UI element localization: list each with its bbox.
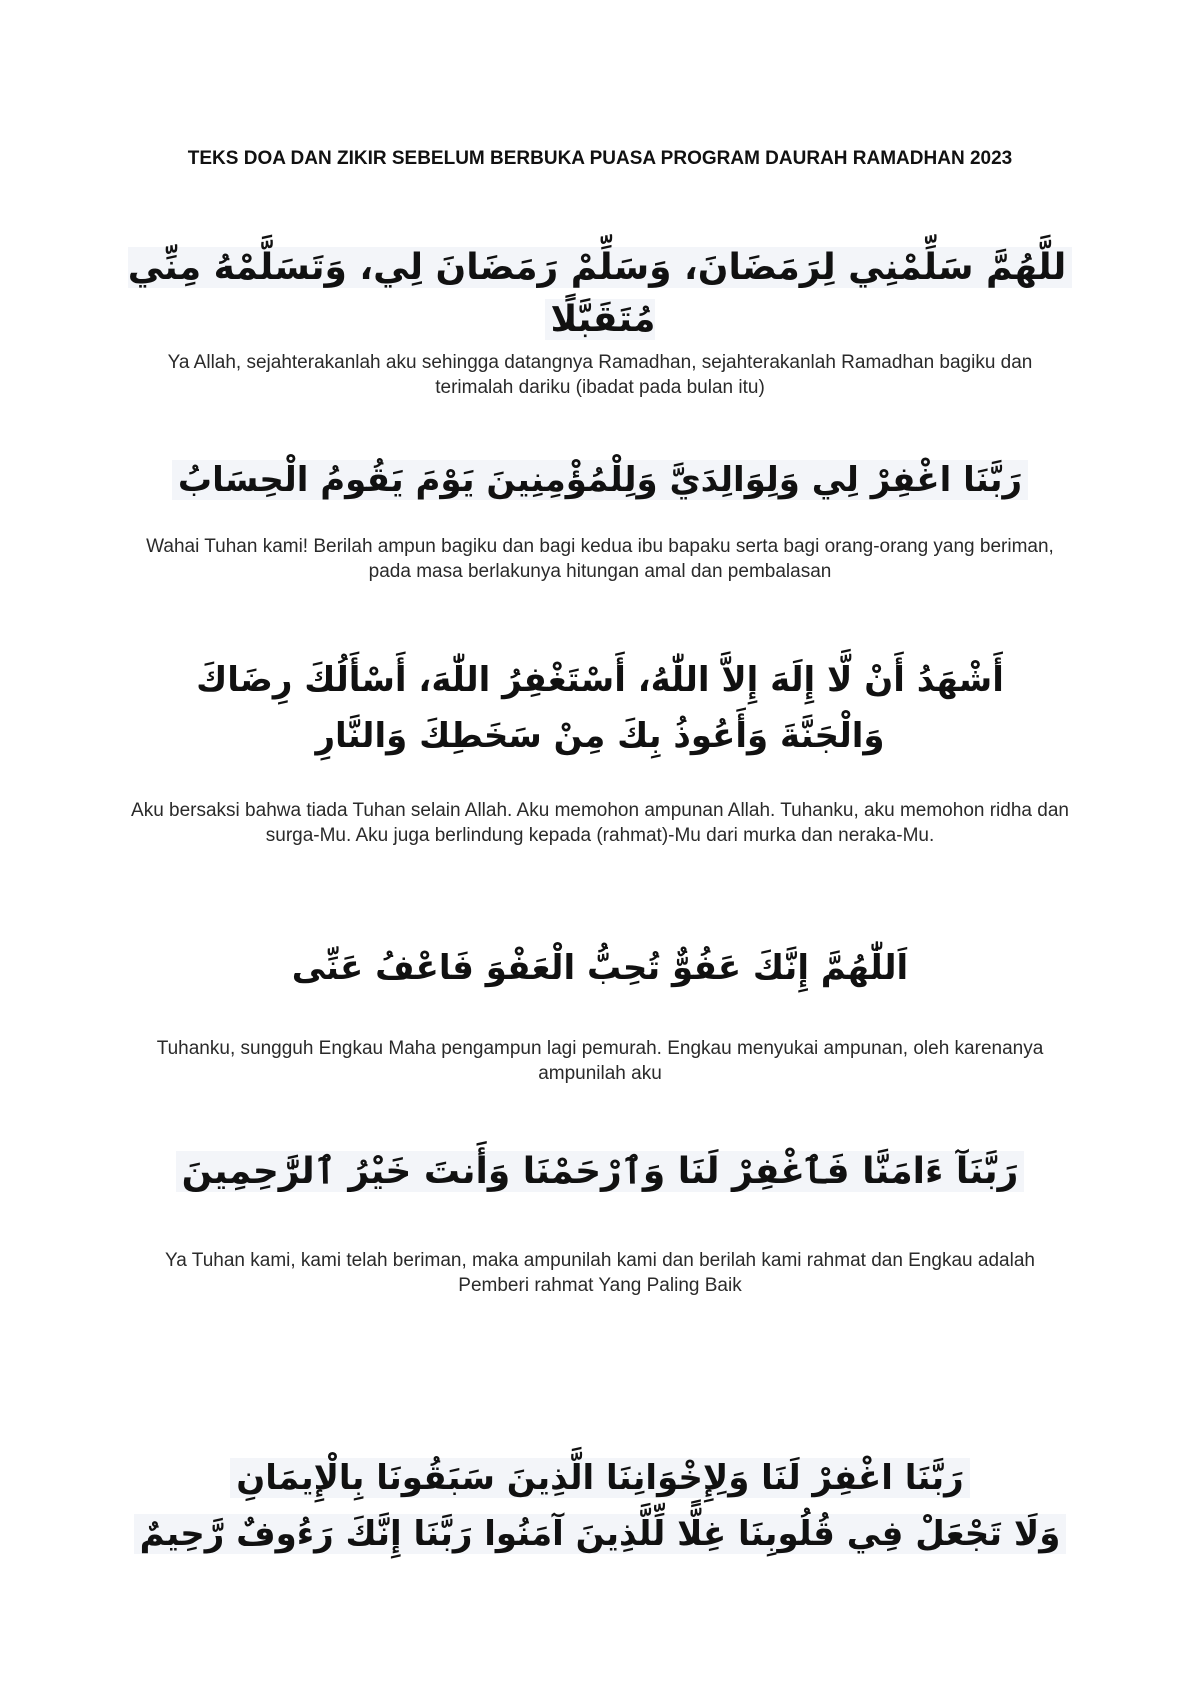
arabic-prayer-3: [140, 652, 1060, 764]
translation-2: Wahai Tuhan kami! Berilah ampun bagiku dan bagi kedua ibu bapaku serta bagi orang-orang yang beriman, pada masa berlakunya hitungan amal dan pembalasan: [146, 536, 1054, 582]
arabic-text-6b: وَلَا تَجْعَلْ فِي قُلُوبِنَا غِلًّا لِّلَّذِينَ آمَنُوا رَبَّنَا إِنَّكَ رَءُوفٌ رَّحِيمٌ: [134, 1514, 1067, 1554]
arabic-text-3: أَشْهَدُ أَنْ لَّا إِلَهَ إِلاَّ اللّٰهُ، أَسْتَغْفِرُ اللّٰهَ، أَسْأَلُكَ رِضَاكَ وَالْجَنَّةَ وَأَعُوذُ بِكَ مِنْ سَخَطِكَ وَالنَّارِ: [196, 660, 1004, 756]
translation-4: Tuhanku, sungguh Engkau Maha pengampun lagi pemurah. Engkau menyukai ampunan, oleh karenanya ampunilah aku: [156, 1038, 1044, 1084]
arabic-text-2: رَبَّنَا اغْفِرْ لِي وَلِوَالِدَيَّ وَلِلْمُؤْمِنِينَ يَوْمَ يَقُومُ الْحِسَابُ: [172, 460, 1028, 500]
arabic-prayer-1: [90, 242, 1110, 346]
document-title: TEKS DOA DAN ZIKIR SEBELUM BERBUKA PUASA PROGRAM DAURAH RAMADHAN 2023: [187, 148, 1013, 169]
arabic-text-6a: رَبَّنَا اغْفِرْ لَنَا وَلِإِخْوَانِنَا الَّذِينَ سَبَقُونَا بِالْإِيمَانِ: [230, 1458, 970, 1498]
arabic-prayer-5: [90, 1146, 1110, 1198]
translation-5: Ya Tuhan kami, kami telah beriman, maka ampunilah kami dan berilah kami rahmat dan Engkau adalah Pemberi rahmat Yang Paling Baik: [165, 1250, 1035, 1296]
arabic-text-4: اَللّٰهُمَّ إِنَّكَ عَفُوٌّ تُحِبُّ الْعَفْوَ فَاعْفُ عَنِّى: [291, 948, 909, 988]
arabic-prayer-2: [90, 454, 1110, 506]
arabic-text-1: للَّهُمَّ سَلِّمْنِي لِرَمَضَانَ، وَسَلِّمْ رَمَضَانَ لِي، وَتَسَلَّمْهُ مِنِّي مُتَقَبَّلًا: [128, 247, 1073, 340]
arabic-prayer-4: [90, 942, 1110, 994]
translation-1: Ya Allah, sejahterakanlah aku sehingga datangnya Ramadhan, sejahterakanlah Ramadhan bagiku dan terimalah dariku (ibadat pada bulan itu): [167, 352, 1033, 398]
arabic-prayer-6-line-2: [90, 1506, 1110, 1562]
arabic-text-5: رَبَّنَآ ءَامَنَّا فَٱغْفِرْ لَنَا وَٱرْحَمْنَا وَأَنتَ خَيْرُ ٱلرَّٰحِمِينَ: [176, 1151, 1025, 1192]
translation-3: Aku bersaksi bahwa tiada Tuhan selain Allah. Aku memohon ampunan Allah. Tuhanku, aku memohon ridha dan surga-Mu. Aku juga berlindung kepada (rahmat)-Mu dari murka dan neraka-Mu.: [131, 800, 1069, 846]
arabic-prayer-6-line-1: [90, 1450, 1110, 1506]
